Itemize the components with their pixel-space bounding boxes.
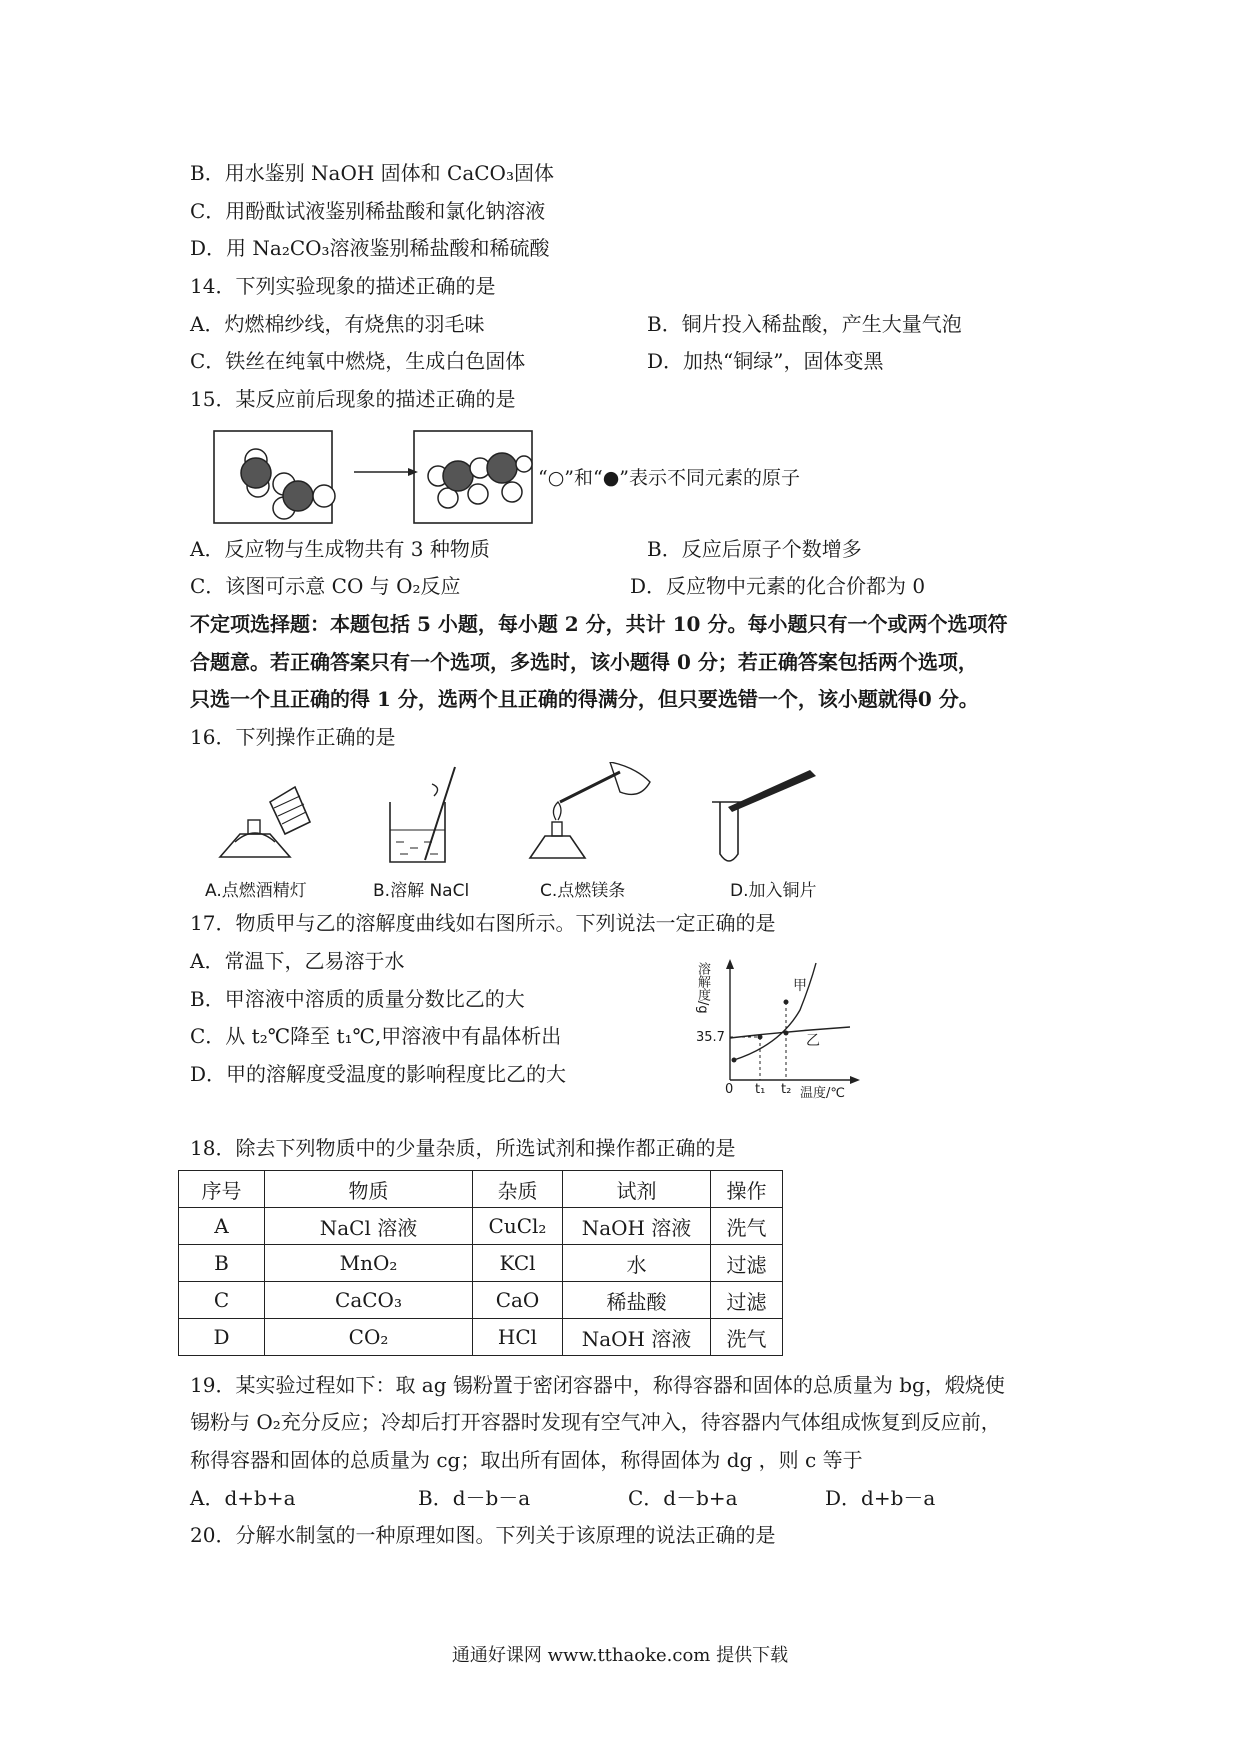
lab-operations-figure (200, 762, 840, 872)
graph-t1: t₁ (755, 1082, 766, 1097)
table-cell: 稀盐酸 (563, 1282, 711, 1319)
q17-stem: 17．物质甲与乙的溶解度曲线如右图所示。下列说法一定正确的是 (190, 911, 776, 935)
q19-line-3: 称得容器和固体的总质量为 cg；取出所有固体，称得固体为 dg ，则 c 等于 (190, 1448, 863, 1472)
table-cell: 水 (563, 1245, 711, 1282)
graph-ytick: 35.7 (696, 1030, 725, 1045)
graph-t2: t₂ (781, 1082, 792, 1097)
table-cell: C (179, 1282, 265, 1319)
table-cell: CO₂ (265, 1319, 473, 1356)
q15-option-b: B．反应后原子个数增多 (647, 537, 862, 561)
q17-option-d: D．甲的溶解度受温度的影响程度比乙的大 (190, 1062, 567, 1086)
caption-b: B.溶解 NaCl (373, 881, 470, 901)
page-footer: 通通好课网 www.tthaoke.com 提供下载 (451, 1645, 789, 1666)
table-cell: A (179, 1208, 265, 1245)
table-cell: MnO₂ (265, 1245, 473, 1282)
q14-option-d: D．加热“铜绿”，固体变黑 (647, 349, 884, 373)
q14-option-c: C．铁丝在纯氧中燃烧，生成白色固体 (190, 349, 526, 373)
table-cell: 过滤 (711, 1282, 783, 1319)
q19-option-c: C．d－b+a (628, 1486, 738, 1510)
section-instructions-1: 不定项选择题：本题包括 5 小题，每小题 2 分，共计 10 分。每小题只有一个或两个选项符 (190, 612, 1008, 636)
table-row (179, 1319, 783, 1356)
caption-a: A.点燃酒精灯 (205, 881, 307, 901)
q17-option-a: A．常温下，乙易溶于水 (190, 949, 405, 973)
q15-option-d: D．反应物中元素的化合价都为 0 (630, 574, 926, 598)
q14-option-b: B．铜片投入稀盐酸，产生大量气泡 (647, 312, 962, 336)
table-cell: NaCl 溶液 (265, 1208, 473, 1245)
table-cell: KCl (473, 1245, 563, 1282)
table-row (179, 1282, 783, 1319)
q19-option-a: A．d+b+a (190, 1486, 296, 1510)
section-instructions-2: 合题意。若正确答案只有一个选项，多选时，该小题得 0 分；若正确答案包括两个选项， (190, 650, 978, 674)
table-header: 操作 (711, 1171, 783, 1208)
table-header: 物质 (265, 1171, 473, 1208)
graph-label-yi: 乙 (806, 1033, 820, 1049)
q14-stem: 14．下列实验现象的描述正确的是 (190, 274, 496, 298)
q19-line-1: 19．某实验过程如下：取 ag 锡粉置于密闭容器中，称得容器和固体的总质量为 bg，煅烧使 (190, 1373, 1005, 1397)
table-row (179, 1245, 783, 1282)
q16-stem: 16．下列操作正确的是 (190, 725, 396, 749)
q13-option-c: C．用酚酞试液鉴别稀盐酸和氯化钠溶液 (190, 199, 546, 223)
table-cell: HCl (473, 1319, 563, 1356)
q19-option-d: D．d+b－a (825, 1486, 936, 1510)
q13-option-d: D．用 Na₂CO₃溶液鉴别稀盐酸和稀硫酸 (190, 236, 550, 260)
q18-stem: 18．除去下列物质中的少量杂质，所选试剂和操作都正确的是 (190, 1136, 736, 1160)
table-cell: CaO (473, 1282, 563, 1319)
table-cell: D (179, 1319, 265, 1356)
q17-option-b: B．甲溶液中溶质的质量分数比乙的大 (190, 987, 525, 1011)
q17-option-c: C．从 t₂℃降至 t₁℃,甲溶液中有晶体析出 (190, 1024, 562, 1048)
q15-stem: 15．某反应前后现象的描述正确的是 (190, 387, 516, 411)
table-cell: NaOH 溶液 (563, 1319, 711, 1356)
table-header: 序号 (179, 1171, 265, 1208)
table-cell: CuCl₂ (473, 1208, 563, 1245)
caption-d: D.加入铜片 (730, 881, 817, 901)
section-instructions-3: 只选一个且正确的得 1 分，选两个且正确的得满分，但只要选错一个，该小题就得0 分。 (190, 687, 979, 711)
graph-xlabel: 温度/℃ (800, 1086, 845, 1101)
table-cell: 洗气 (711, 1319, 783, 1356)
table-cell: B (179, 1245, 265, 1282)
q15-option-c: C．该图可示意 CO 与 O₂反应 (190, 574, 461, 598)
table-header-row (179, 1171, 783, 1208)
table-cell: 洗气 (711, 1208, 783, 1245)
table-header: 试剂 (563, 1171, 711, 1208)
q19-option-b: B．d－b－a (418, 1486, 531, 1510)
caption-c: C.点燃镁条 (540, 881, 626, 901)
table-cell: CaCO₃ (265, 1282, 473, 1319)
impurity-table (178, 1170, 783, 1356)
table-header: 杂质 (473, 1171, 563, 1208)
graph-ylabel: 溶解度/g (695, 962, 710, 1014)
q15-option-a: A．反应物与生成物共有 3 种物质 (190, 537, 490, 561)
q20-stem: 20．分解水制氢的一种原理如图。下列关于该原理的说法正确的是 (190, 1523, 776, 1547)
q19-line-2: 锡粉与 O₂充分反应；冷却后打开容器时发现有空气冲入，待容器内气体组成恢复到反应前， (190, 1410, 1001, 1434)
graph-origin: 0 (725, 1082, 734, 1097)
reaction-legend: “○”和“●”表示不同元素的原子 (538, 467, 801, 489)
table-cell: NaOH 溶液 (563, 1208, 711, 1245)
table-row (179, 1208, 783, 1245)
q13-option-b: B．用水鉴别 NaOH 固体和 CaCO₃固体 (190, 161, 554, 185)
graph-label-jia: 甲 (793, 978, 807, 994)
q14-option-a: A．灼燃棉纱线，有烧焦的羽毛味 (190, 312, 485, 336)
table-cell: 过滤 (711, 1245, 783, 1282)
